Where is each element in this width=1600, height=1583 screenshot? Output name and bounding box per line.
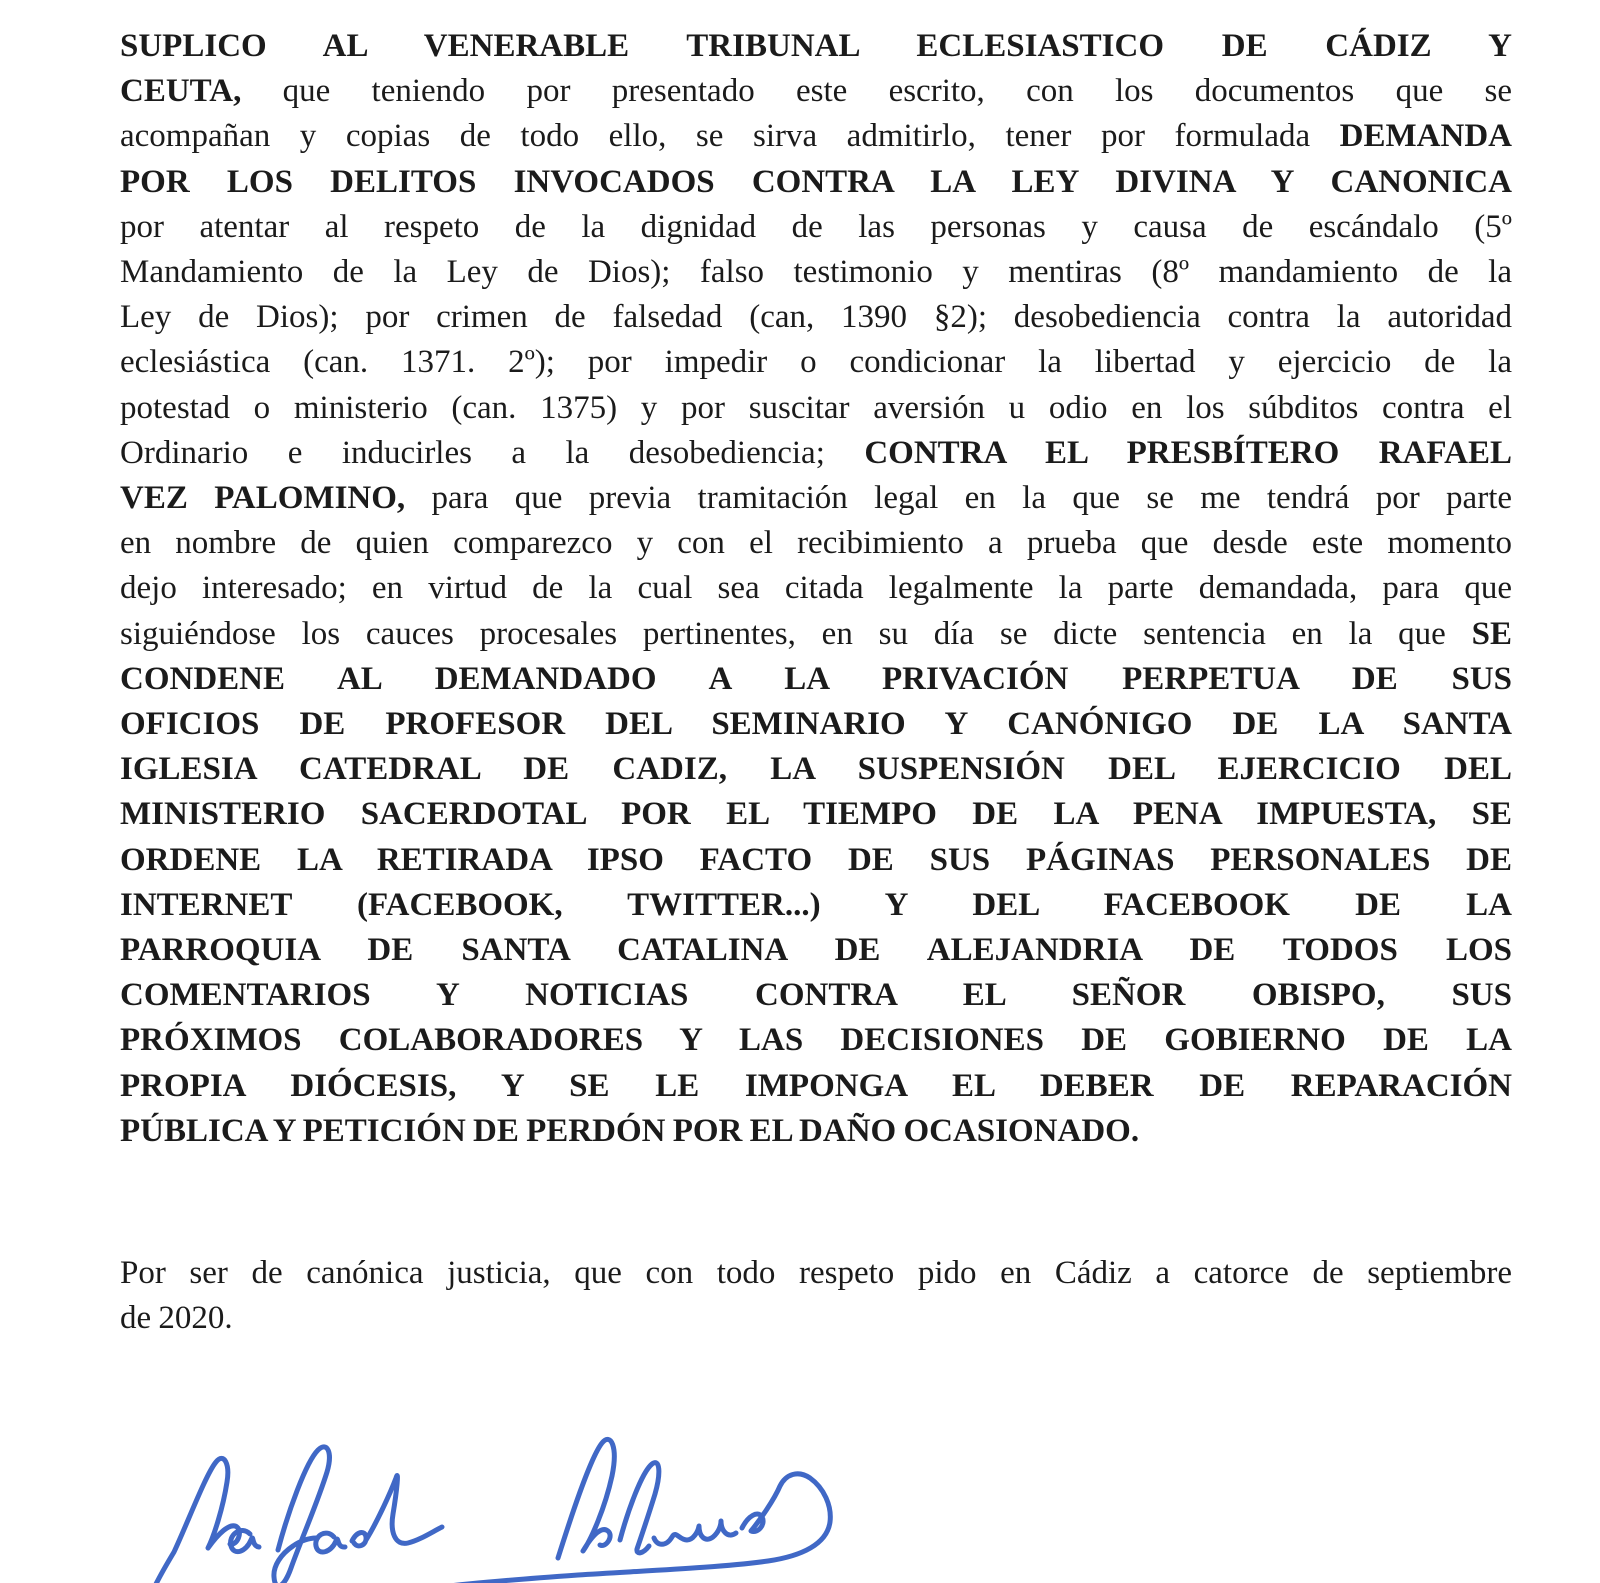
text-line bbox=[120, 386, 1512, 431]
text-segment: siguiéndose los cauces procesales pertinentes, en su día se dicte sentencia en la que bbox=[120, 615, 1472, 652]
text-line bbox=[120, 476, 1512, 521]
text-line bbox=[120, 1251, 1512, 1296]
bold-text-segment: PROPIA DIÓCESIS, Y SE LE IMPONGA EL DEBER DE REPARACIÓN bbox=[120, 1067, 1512, 1104]
main-paragraph bbox=[120, 24, 1512, 1154]
text-line bbox=[120, 1018, 1512, 1063]
bold-text-segment: PÚBLICA Y PETICIÓN DE PERDÓN POR EL DAÑO OCASIONADO. bbox=[120, 1112, 1140, 1149]
signature-stroke bbox=[620, 1463, 736, 1553]
bold-text-segment: SUPLICO AL VENERABLE TRIBUNAL ECLESIASTICO DE CÁDIZ Y bbox=[120, 28, 1512, 64]
text-segment: eclesiástica (can. 1371. 2º); por impedir o condicionar la libertad y ejercicio de la bbox=[120, 344, 1512, 381]
bold-text-segment: ORDENE LA RETIRADA IPSO FACTO DE SUS PÁGINAS PERSONALES DE bbox=[120, 841, 1512, 878]
text-segment: que teniendo por presentado este escrito, con los documentos que se bbox=[241, 73, 1512, 110]
bold-text-segment: PRÓXIMOS COLABORADORES Y LAS DECISIONES DE GOBIERNO DE LA bbox=[120, 1022, 1512, 1059]
text-line bbox=[120, 205, 1512, 250]
text-line bbox=[120, 566, 1512, 611]
text-segment: en nombre de quien comparezco y con el recibimiento a prueba que desde este momento bbox=[120, 525, 1512, 562]
bold-text-segment: CONDENE AL DEMANDADO A LA PRIVACIÓN PERPETUA DE SUS bbox=[120, 660, 1512, 697]
text-line bbox=[120, 838, 1512, 883]
text-line bbox=[120, 747, 1512, 792]
text-segment: Ordinario e inducirles a la desobediencia; bbox=[120, 434, 865, 471]
text-line bbox=[120, 702, 1512, 747]
bold-text-segment: DEMANDA bbox=[1339, 118, 1512, 155]
text-line bbox=[120, 160, 1512, 205]
text-line bbox=[120, 521, 1512, 566]
signature-stroke bbox=[558, 1439, 614, 1558]
text-line bbox=[120, 657, 1512, 702]
signature-stroke bbox=[156, 1458, 239, 1583]
document-body bbox=[120, 24, 1512, 1341]
text-segment: Mandamiento de la Ley de Dios); falso testimonio y mentiras (8º mandamiento de la bbox=[120, 254, 1512, 291]
text-segment: por atentar al respeto de la dignidad de las personas y causa de escándalo (5º bbox=[120, 208, 1512, 245]
closing-paragraph bbox=[120, 1251, 1512, 1341]
signature bbox=[138, 1388, 838, 1583]
text-segment: de 2020. bbox=[120, 1300, 233, 1337]
bold-text-segment: COMENTARIOS Y NOTICIAS CONTRA EL SEÑOR OBISPO, SUS bbox=[120, 977, 1512, 1014]
text-segment: dejo interesado; en virtud de la cual sea citada legalmente la parte demandada, para que bbox=[120, 570, 1512, 607]
text-segment: Ley de Dios); por crimen de falsedad (can, 1390 §2); desobediencia contra la autoridad bbox=[120, 299, 1512, 336]
bold-text-segment: OFICIOS DE PROFESOR DEL SEMINARIO Y CANÓNIGO DE LA SANTA bbox=[120, 706, 1512, 743]
text-line bbox=[120, 1296, 1512, 1341]
signature-stroke bbox=[352, 1476, 442, 1546]
text-line bbox=[120, 928, 1512, 973]
signature-stroke bbox=[274, 1447, 329, 1583]
bold-text-segment: VEZ PALOMINO, bbox=[120, 480, 406, 517]
text-line bbox=[120, 340, 1512, 385]
text-segment: acompañan y copias de todo ello, se sirva admitirlo, tener por formulada bbox=[120, 118, 1340, 155]
text-line bbox=[120, 792, 1512, 837]
text-line bbox=[120, 69, 1512, 114]
bold-text-segment: INTERNET (FACEBOOK, TWITTER...) Y DEL FACEBOOK DE LA bbox=[120, 886, 1512, 923]
signature-drawing bbox=[138, 1388, 838, 1583]
bold-text-segment: SE bbox=[1471, 615, 1512, 652]
text-line bbox=[120, 24, 1512, 69]
text-line bbox=[120, 612, 1512, 657]
text-segment: potestad o ministerio (can. 1375) y por suscitar aversión u odio en los súbditos contra el bbox=[120, 389, 1512, 426]
bold-text-segment: IGLESIA CATEDRAL DE CADIZ, LA SUSPENSIÓN DEL EJERCICIO DEL bbox=[120, 751, 1512, 788]
signature-stroke bbox=[316, 1533, 345, 1552]
bold-text-segment: CONTRA EL PRESBÍTERO RAFAEL bbox=[864, 434, 1512, 471]
text-line bbox=[120, 114, 1512, 159]
text-line bbox=[120, 295, 1512, 340]
text-line bbox=[120, 1064, 1512, 1109]
text-segment: para que previa tramitación legal en la que se me tendrá por parte bbox=[405, 480, 1513, 517]
text-line bbox=[120, 250, 1512, 295]
bold-text-segment: CEUTA, bbox=[120, 73, 242, 110]
bold-text-segment: MINISTERIO SACERDOTAL POR EL TIEMPO DE LA PENA IMPUESTA, SE bbox=[120, 796, 1512, 833]
text-line bbox=[120, 883, 1512, 928]
bold-text-segment: PARROQUIA DE SANTA CATALINA DE ALEJANDRIA DE TODOS LOS bbox=[120, 932, 1512, 969]
text-line bbox=[120, 431, 1512, 476]
text-segment: Por ser de canónica justicia, que con todo respeto pido en Cádiz a catorce de septiembre bbox=[120, 1255, 1512, 1292]
text-line bbox=[120, 1109, 1512, 1154]
text-line bbox=[120, 973, 1512, 1018]
bold-text-segment: POR LOS DELITOS INVOCADOS CONTRA LA LEY DIVINA Y CANONICA bbox=[120, 163, 1512, 200]
